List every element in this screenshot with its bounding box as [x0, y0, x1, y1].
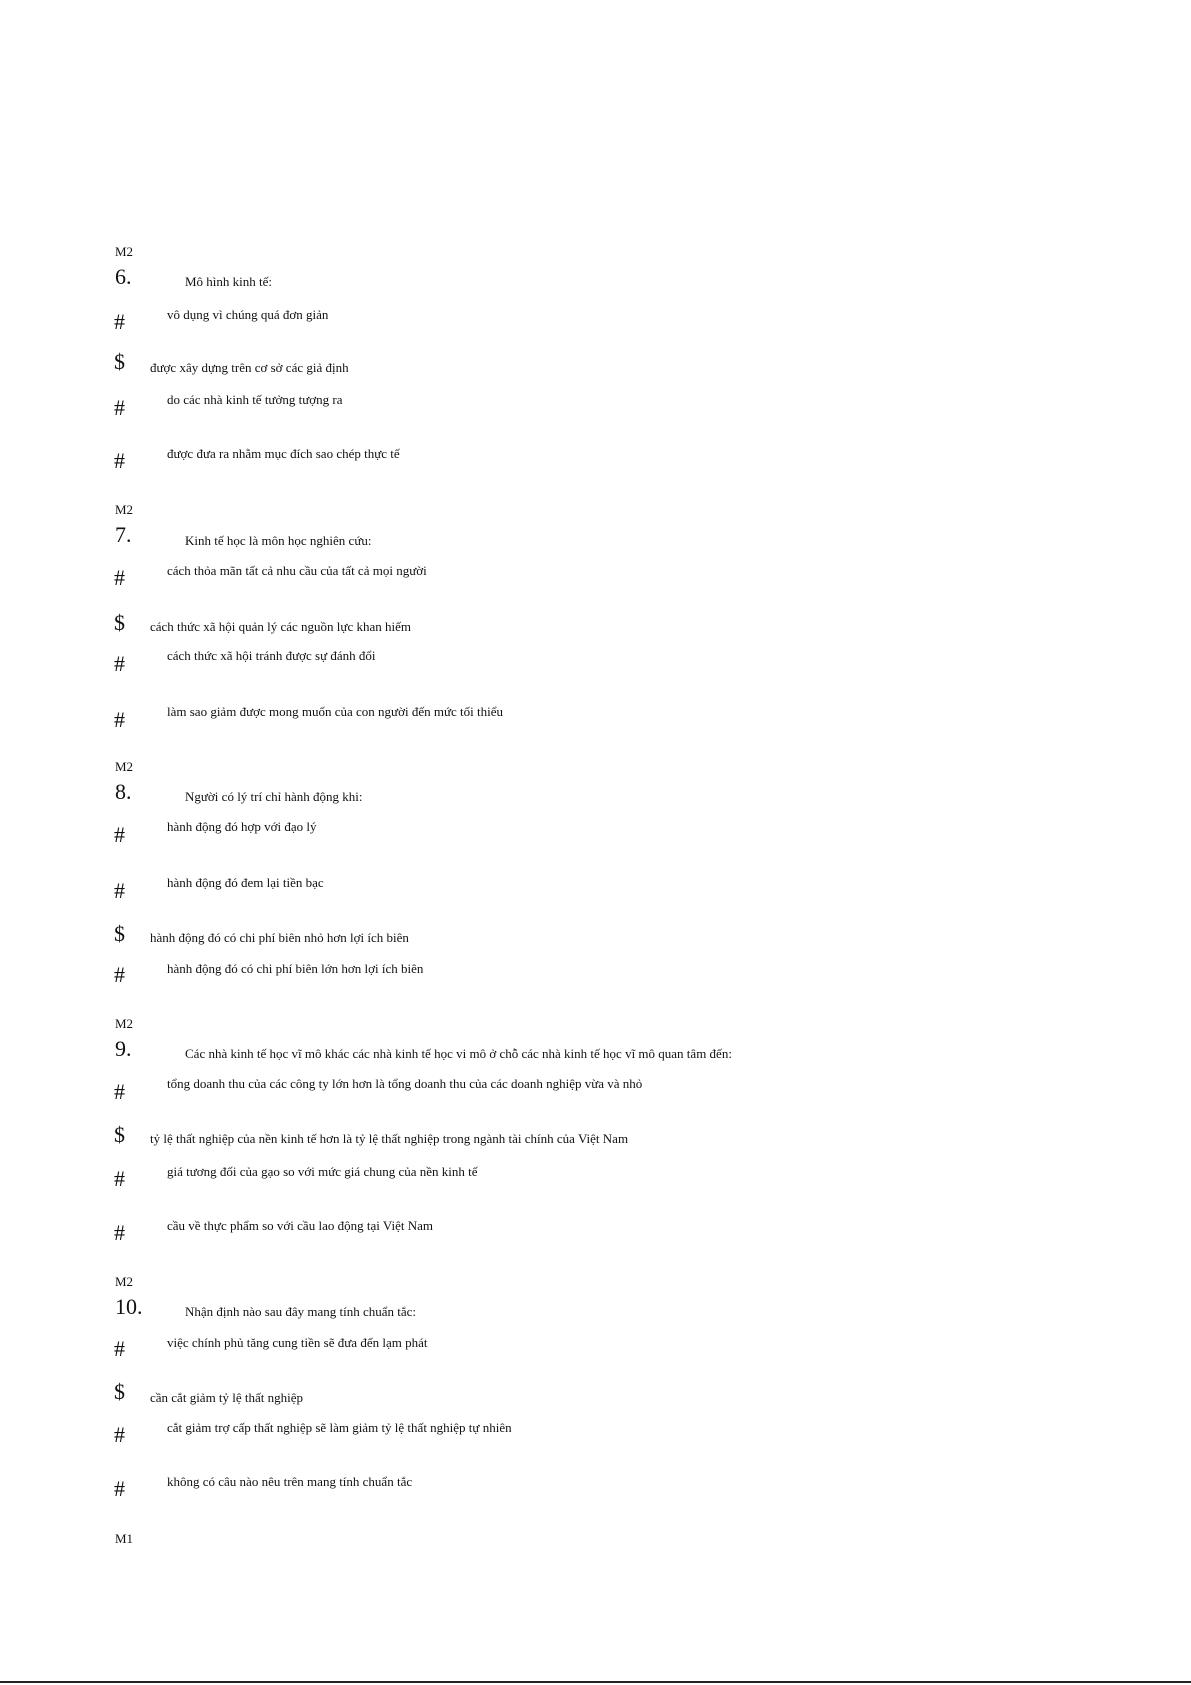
- answer-option: không có câu nào nêu trên mang tính chuẩn tắc: [167, 1474, 413, 1489]
- question-text: Mô hình kinh tế:: [185, 274, 273, 289]
- wrong-answer-marker: #: [114, 1166, 125, 1191]
- answer-option: cách thức xã hội tránh được sự đánh đổi: [167, 648, 376, 663]
- answer-option: cầu về thực phẩm so với cầu lao động tại Việt Nam: [167, 1218, 433, 1233]
- wrong-answer-marker: #: [114, 565, 125, 590]
- question-level: M1: [115, 1531, 134, 1546]
- correct-answer-marker: $: [114, 1379, 125, 1404]
- question-level: M2: [115, 502, 134, 517]
- question-text: Người có lý trí chỉ hành động khi:: [185, 789, 363, 804]
- page-bottom-rule: [0, 1681, 1191, 1683]
- wrong-answer-marker: #: [114, 448, 125, 473]
- answer-option: tổng doanh thu của các công ty lớn hơn là tổng doanh thu của các doanh nghiệp vừa và nhỏ: [167, 1076, 643, 1091]
- correct-answer-option: tỷ lệ thất nghiệp của nền kinh tế hơn là tỷ lệ thất nghiệp trong ngành tài chính của Việt Nam: [150, 1131, 629, 1146]
- correct-answer-marker: $: [114, 1122, 125, 1147]
- question-number: 10.: [115, 1294, 143, 1319]
- correct-answer-marker: $: [114, 349, 125, 374]
- wrong-answer-marker: #: [114, 707, 125, 732]
- wrong-answer-marker: #: [114, 878, 125, 903]
- answer-option: hành động đó đem lại tiền bạc: [167, 875, 324, 890]
- wrong-answer-marker: #: [114, 962, 125, 987]
- correct-answer-option: hành động đó có chi phí biên nhỏ hơn lợi ích biên: [150, 930, 409, 945]
- answer-option: cách thỏa mãn tất cả nhu cầu của tất cả mọi người: [167, 563, 427, 578]
- question-number: 9.: [115, 1036, 132, 1061]
- wrong-answer-marker: #: [114, 1422, 125, 1447]
- answer-option: việc chính phủ tăng cung tiền sẽ đưa đến lạm phát: [167, 1335, 428, 1350]
- question-level: M2: [115, 759, 134, 774]
- question-level: M2: [115, 1016, 134, 1031]
- answer-option: vô dụng vì chúng quá đơn giản: [167, 307, 329, 322]
- question-text: Kinh tế học là môn học nghiên cứu:: [185, 533, 372, 548]
- wrong-answer-marker: #: [114, 309, 125, 334]
- answer-option: làm sao giảm được mong muốn của con người đến mức tối thiểu: [167, 704, 503, 719]
- answer-option: cắt giảm trợ cấp thất nghiệp sẽ làm giảm tỷ lệ thất nghiệp tự nhiên: [167, 1420, 512, 1435]
- question-text: Nhận định nào sau đây mang tính chuẩn tắc:: [185, 1304, 417, 1319]
- correct-answer-marker: $: [114, 921, 125, 946]
- question-number: 6.: [115, 264, 132, 289]
- question-level: M2: [115, 244, 134, 259]
- wrong-answer-marker: #: [114, 651, 125, 676]
- wrong-answer-marker: #: [114, 1220, 125, 1245]
- answer-option: do các nhà kinh tế tưởng tượng ra: [167, 392, 343, 407]
- question-number: 7.: [115, 522, 132, 547]
- answer-option: giá tương đối của gạo so với mức giá chung của nền kinh tế: [167, 1164, 478, 1179]
- wrong-answer-marker: #: [114, 822, 125, 847]
- question-level: M2: [115, 1274, 134, 1289]
- question-number: 8.: [115, 779, 132, 804]
- correct-answer-option: được xây dựng trên cơ sở các giả định: [150, 360, 349, 375]
- wrong-answer-marker: #: [114, 1336, 125, 1361]
- correct-answer-marker: $: [114, 610, 125, 635]
- question-text: Các nhà kinh tế học vĩ mô khác các nhà kinh tế học vi mô ở chỗ các nhà kinh tế học vĩ mô quan tâm đến:: [185, 1046, 732, 1061]
- correct-answer-option: cách thức xã hội quản lý các nguồn lực khan hiếm: [150, 619, 412, 634]
- wrong-answer-marker: #: [114, 1079, 125, 1104]
- answer-option: hành động đó hợp với đạo lý: [167, 819, 317, 834]
- correct-answer-option: cần cắt giảm tỷ lệ thất nghiệp: [150, 1390, 304, 1405]
- wrong-answer-marker: #: [114, 395, 125, 420]
- answer-option: hành động đó có chi phí biên lớn hơn lợi ích biên: [167, 961, 424, 976]
- wrong-answer-marker: #: [114, 1476, 125, 1501]
- answer-option: được đưa ra nhằm mục đích sao chép thực tế: [167, 446, 400, 461]
